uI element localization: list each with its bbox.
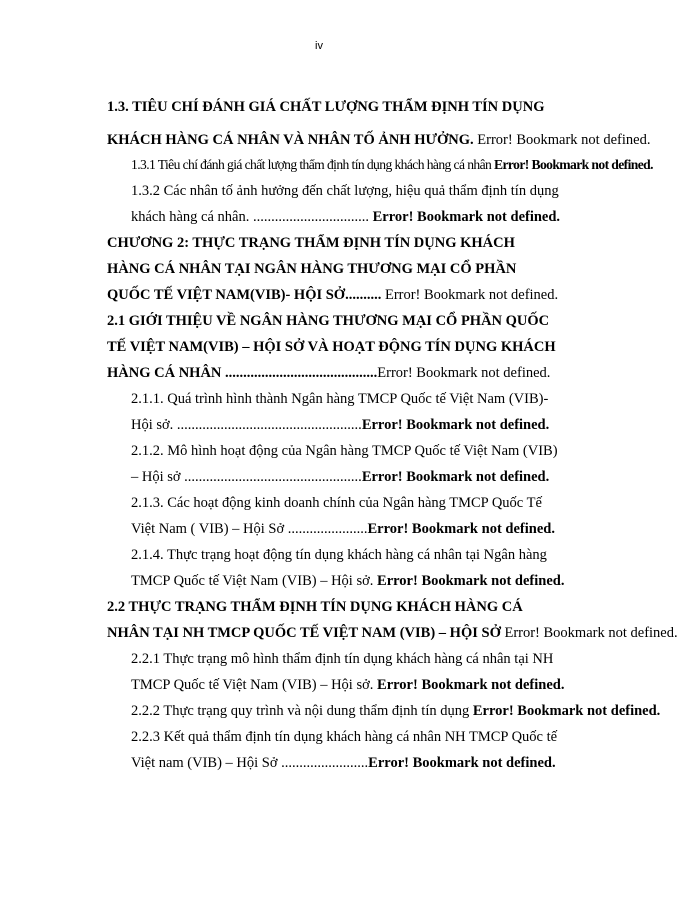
toc-entry-2-2-1-line-1[interactable] xyxy=(131,650,638,668)
toc-entry-1-3-1[interactable] xyxy=(131,156,653,174)
toc-entry-2-1-4-line-2[interactable] xyxy=(131,572,638,590)
toc-entry-1-3-line-1[interactable] xyxy=(107,98,638,116)
toc-entry-2-2-2[interactable] xyxy=(131,702,661,720)
toc-entry-text: TẾ VIỆT NAM(VIB) – HỘI SỞ VÀ HOẠT ĐỘNG TÍN DỤNG KHÁCH xyxy=(107,339,556,355)
toc-entry-2-1-2-line-1[interactable] xyxy=(131,442,638,460)
toc-entry-2-2-line-1[interactable] xyxy=(107,598,638,616)
toc-entry-2-1-1-line-1[interactable] xyxy=(131,390,638,408)
toc-entry-error: Error! Bookmark not defined. xyxy=(368,755,556,771)
toc-entry-1-3-2-line-2[interactable] xyxy=(131,208,638,226)
toc-entry-2-2-3-line-1[interactable] xyxy=(131,728,638,746)
toc-entry-chapter-2-line-2[interactable] xyxy=(107,260,638,278)
toc-entry-error: Error! Bookmark not defined. xyxy=(384,287,559,303)
toc-entry-1-3-2-line-1[interactable] xyxy=(131,182,638,200)
toc-entry-2-2-line-2[interactable] xyxy=(107,624,678,642)
toc-entry-error: Error! Bookmark not defined. xyxy=(494,157,653,172)
toc-entry-2-1-2-line-2[interactable] xyxy=(131,468,638,486)
toc-entry-text: Hội sở. ................................................... xyxy=(131,417,362,433)
toc-entry-text: 2.1.2. Mô hình hoạt động của Ngân hàng TMCP Quốc tế Việt Nam (VIB) xyxy=(131,443,558,459)
toc-entry-error: Error! Bookmark not defined. xyxy=(473,132,651,148)
toc-entry-text: Việt Nam ( VIB) – Hội Sở ...................... xyxy=(131,521,368,537)
toc-entry-error: Error! Bookmark not defined. xyxy=(500,625,678,641)
toc-entry-text: 2.2.3 Kết quả thẩm định tín dụng khách hàng cá nhân NH TMCP Quốc tế xyxy=(131,729,558,745)
toc-entry-text: HÀNG CÁ NHÂN TẠI NGÂN HÀNG THƯƠNG MẠI CỔ PHẦN xyxy=(107,261,517,277)
toc-entry-text: 2.1.1. Quá trình hình thành Ngân hàng TMCP Quốc tế Việt Nam (VIB)- xyxy=(131,391,549,407)
toc-entry-error: Error! Bookmark not defined. xyxy=(377,573,565,589)
toc-entry-text: – Hội sở ................................................. xyxy=(131,469,362,485)
toc-entry-text: 2.1.4. Thực trạng hoạt động tín dụng khách hàng cá nhân tại Ngân hàng xyxy=(131,547,547,563)
toc-entry-text: 2.1.3. Các hoạt động kinh doanh chính của Ngân hàng TMCP Quốc Tế xyxy=(131,495,542,511)
toc-entry-error: Error! Bookmark not defined. xyxy=(361,469,550,485)
toc-entry-text: CHƯƠNG 2: THỰC TRẠNG THẨM ĐỊNH TÍN DỤNG KHÁCH xyxy=(107,235,515,251)
toc-entry-chapter-2-line-1[interactable] xyxy=(107,234,638,252)
toc-entry-text: TMCP Quốc tế Việt Nam (VIB) – Hội sở. xyxy=(131,677,378,693)
toc-entry-text: 2.2.2 Thực trạng quy trình và nội dung thẩm định tín dụng xyxy=(131,703,473,719)
toc-entry-text: 2.1 GIỚI THIỆU VỀ NGÂN HÀNG THƯƠNG MẠI CỔ PHẦN QUỐC xyxy=(107,313,550,329)
toc-entry-2-1-line-2[interactable] xyxy=(107,338,638,356)
toc-entry-text: 1.3.1 Tiêu chí đánh giá chất lượng thẩm định tín dụng khách hàng cá nhân xyxy=(131,157,495,172)
toc-entry-text: 1.3.2 Các nhân tố ảnh hưởng đến chất lượng, hiệu quả thẩm định tín dụng xyxy=(131,183,559,199)
toc-entry-text: khách hàng cá nhân. ................................ xyxy=(131,209,373,225)
toc-entry-2-1-3-line-2[interactable] xyxy=(131,520,638,538)
toc-entry-error: Error! Bookmark not defined. xyxy=(377,677,565,693)
toc-entry-error: Error! Bookmark not defined. xyxy=(472,703,661,719)
toc-entry-text: 2.2 THỰC TRẠNG THẨM ĐỊNH TÍN DỤNG KHÁCH HÀNG CÁ xyxy=(107,599,523,615)
toc-entry-error: Error! Bookmark not defined. xyxy=(361,417,550,433)
toc-entry-2-1-1-line-2[interactable] xyxy=(131,416,638,434)
toc-entry-text: TMCP Quốc tế Việt Nam (VIB) – Hội sở. xyxy=(131,573,378,589)
toc-entry-2-1-4-line-1[interactable] xyxy=(131,546,638,564)
toc-entry-2-1-3-line-1[interactable] xyxy=(131,494,638,512)
page-number: iv xyxy=(315,40,323,52)
toc-entry-2-1-line-3[interactable] xyxy=(107,364,638,382)
toc-entry-text: HÀNG CÁ NHÂN .......................................... xyxy=(107,365,378,381)
toc-entry-2-2-1-line-2[interactable] xyxy=(131,676,638,694)
toc-entry-error: Error! Bookmark not defined. xyxy=(367,521,555,537)
toc-entry-1-3-line-2[interactable] xyxy=(107,131,651,149)
toc-entry-text: QUỐC TẾ VIỆT NAM(VIB)- HỘI SỞ.......... xyxy=(107,287,385,303)
toc-entry-error: Error! Bookmark not defined. xyxy=(372,209,561,225)
toc-entry-text: KHÁCH HÀNG CÁ NHÂN VÀ NHÂN TỐ ẢNH HƯỞNG. xyxy=(107,132,474,148)
toc-entry-text: 1.3. TIÊU CHÍ ĐÁNH GIÁ CHẤT LƯỢNG THẨM ĐỊNH TÍN DỤNG xyxy=(107,99,545,115)
toc-entry-2-1-line-1[interactable] xyxy=(107,312,638,330)
toc-entry-text: Việt nam (VIB) – Hội Sở ........................ xyxy=(131,755,369,771)
toc-entry-2-2-3-line-2[interactable] xyxy=(131,754,638,772)
toc-entry-text: NHÂN TẠI NH TMCP QUỐC TẾ VIỆT NAM (VIB) – HỘI SỞ xyxy=(107,625,501,641)
toc-entry-chapter-2-line-3[interactable] xyxy=(107,286,638,304)
toc-entry-text: 2.2.1 Thực trạng mô hình thẩm định tín dụng khách hàng cá nhân tại NH xyxy=(131,651,554,667)
toc-entry-error: Error! Bookmark not defined. xyxy=(377,365,551,381)
